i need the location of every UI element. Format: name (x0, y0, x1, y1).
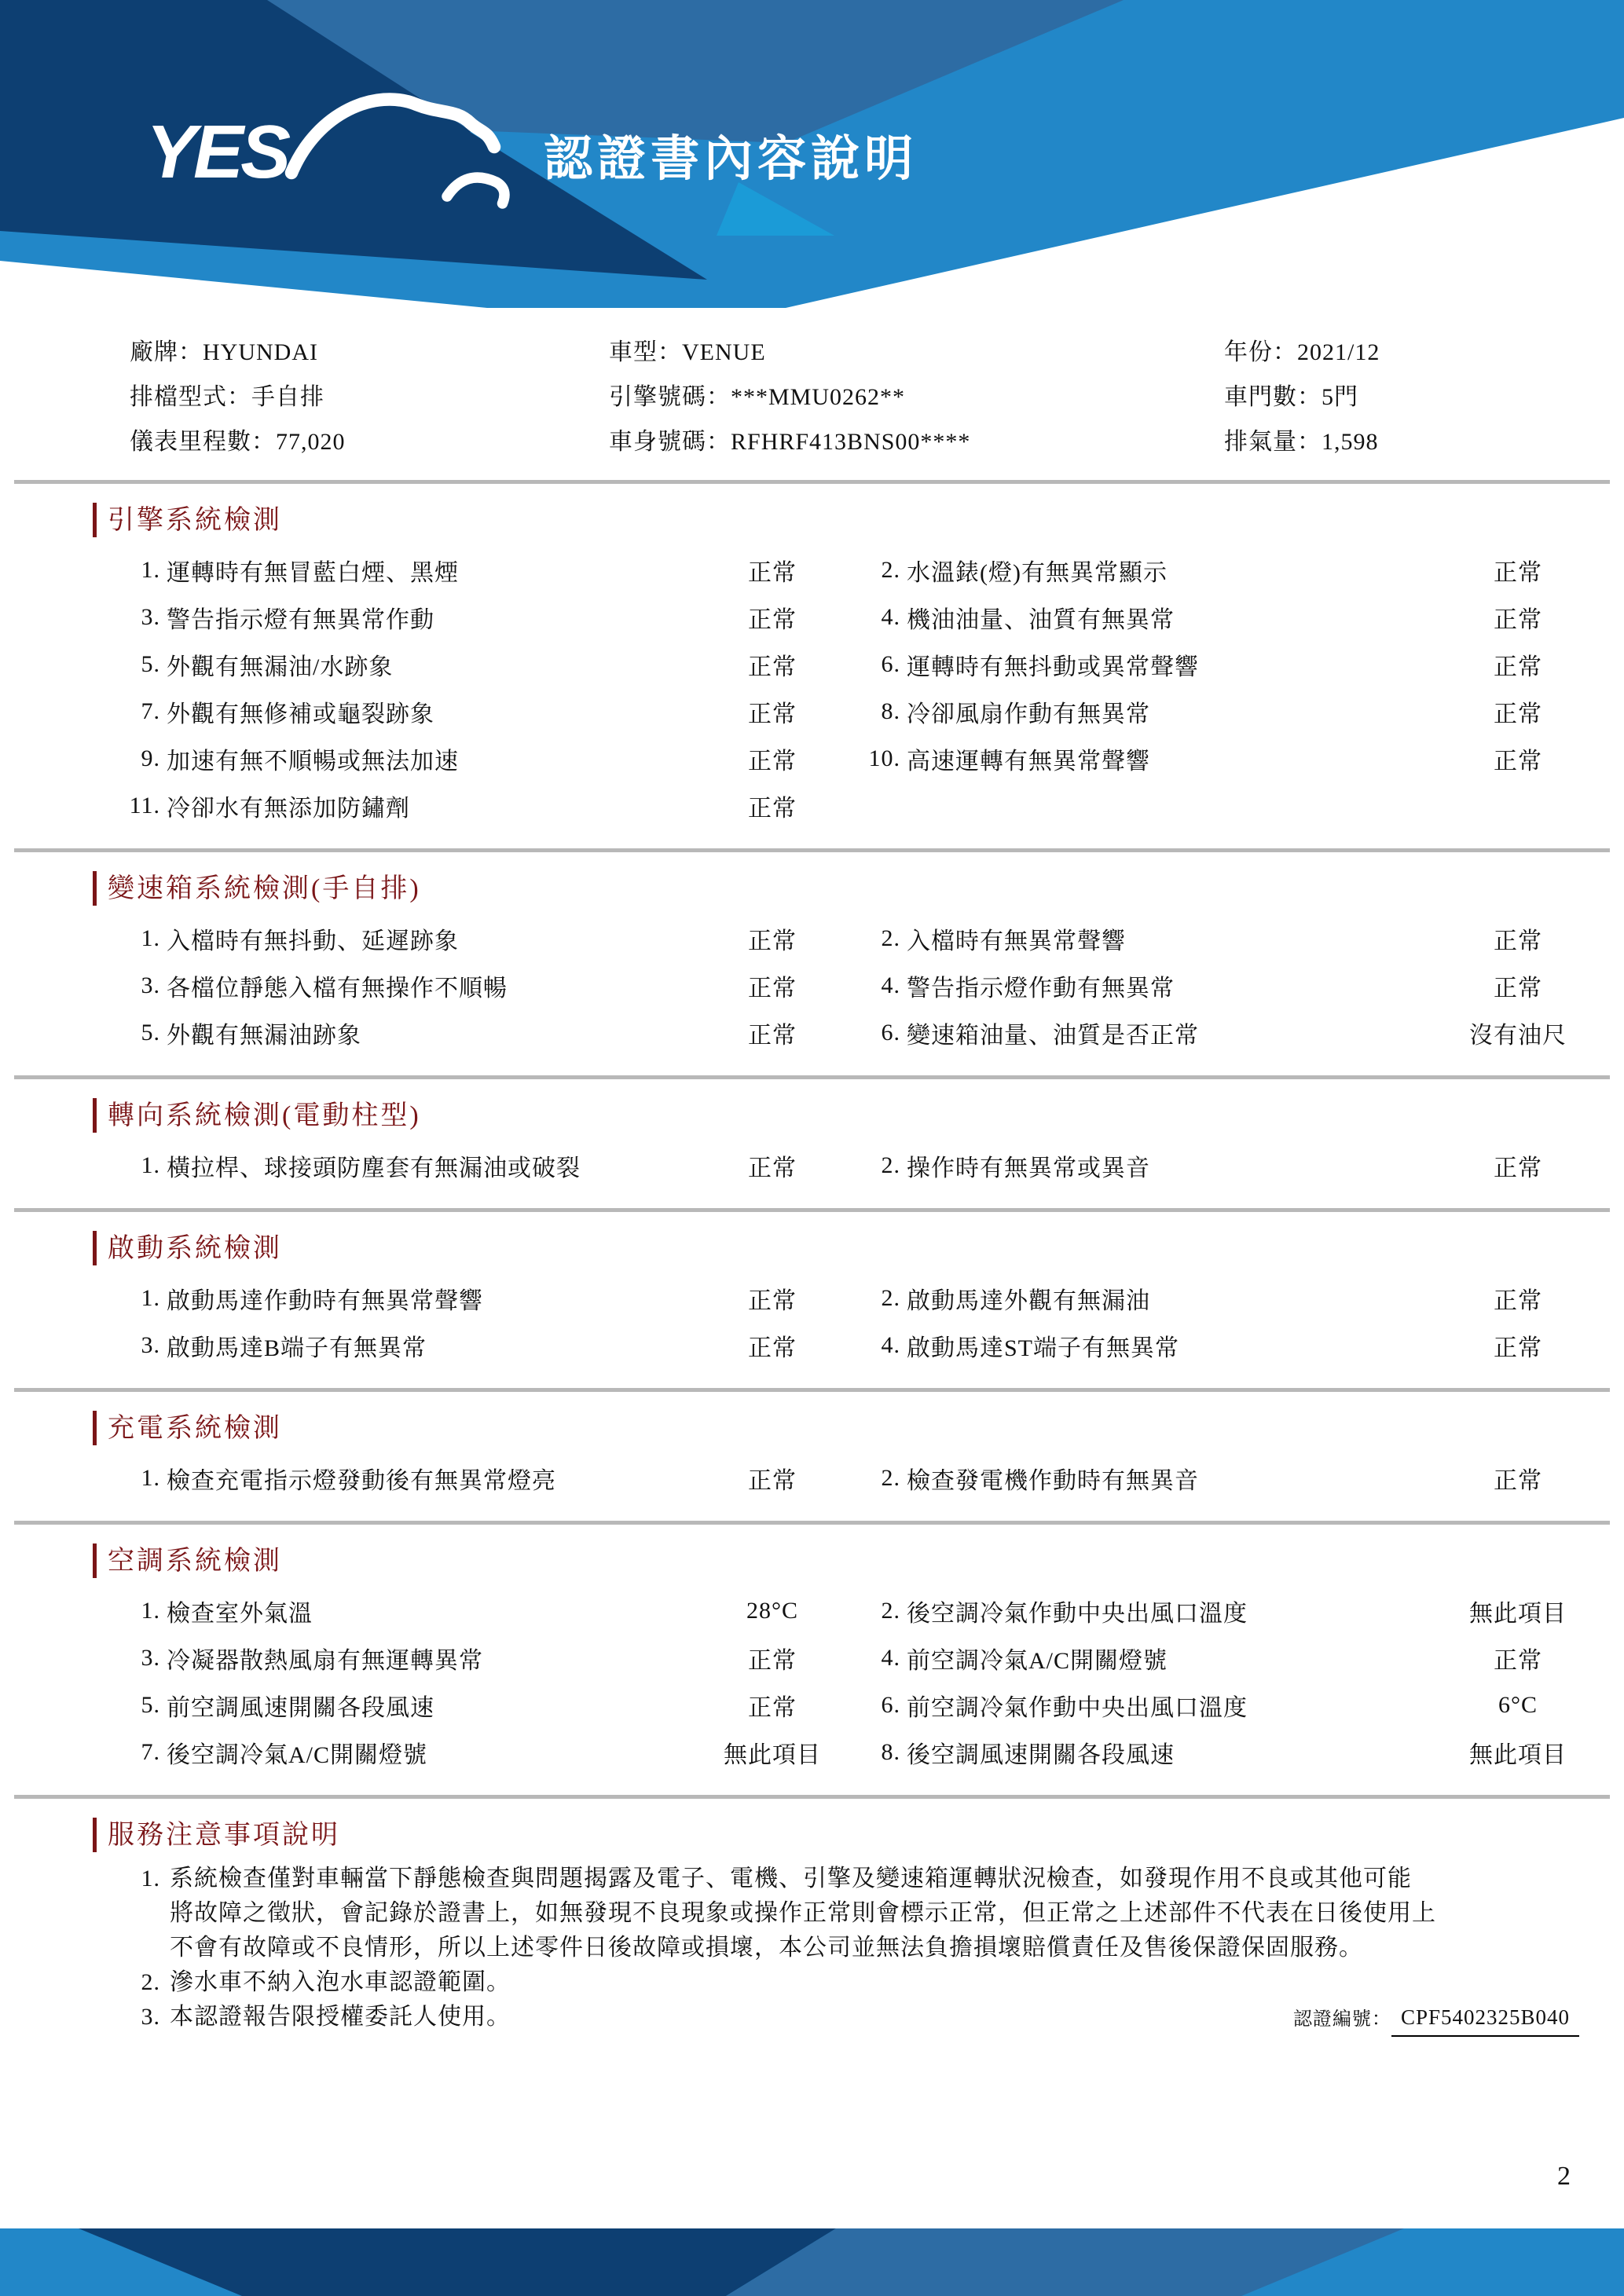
item-result: 正常 (748, 796, 797, 822)
item-label: 入檔時有無異常聲響 (907, 928, 1126, 954)
info-label: 引擎號碼： (609, 383, 731, 410)
info-cell (1224, 377, 1579, 412)
separator (14, 1208, 1610, 1212)
inspection-row (94, 1635, 1579, 1682)
note-row (94, 2000, 1579, 2037)
item-label: 後空調冷氣A/C開關燈號 (167, 1742, 428, 1768)
item-result: 正常 (748, 1155, 797, 1181)
item-number: 2. (881, 1285, 900, 1311)
item-result: 無此項目 (724, 1742, 821, 1768)
separator (14, 1795, 1610, 1799)
car-logo-icon (284, 79, 520, 220)
item-number: 4. (881, 1645, 900, 1671)
info-cell (1224, 422, 1579, 456)
inspection-row (94, 1322, 1579, 1369)
item-label: 後空調風速開關各段風速 (907, 1742, 1175, 1768)
item-result: 正常 (1494, 928, 1542, 954)
info-cell (1224, 332, 1579, 367)
inspection-row (94, 547, 1579, 594)
item-label: 警告指示燈有無異常作動 (167, 607, 434, 633)
info-cell (130, 332, 609, 367)
item-result: 無此項目 (1469, 1742, 1567, 1768)
item-result: 正常 (748, 560, 797, 586)
inspection-row (94, 1275, 1579, 1322)
separator (14, 848, 1610, 852)
note-row (94, 1965, 1579, 2000)
item-number: 2. (881, 1152, 900, 1178)
item-label: 前空調冷氣作動中央出風口溫度 (907, 1695, 1248, 1721)
item-result: 正常 (1494, 560, 1542, 586)
item-number: 5. (141, 651, 160, 677)
item-result: 6°C (1498, 1692, 1538, 1718)
note-text-line: 系統檢查僅對車輛當下靜態檢查與問題揭露及電子、電機、引擎及變速箱運轉狀況檢查，如發現作用不良或其他可能 (170, 1866, 1412, 1891)
info-value: VENUE (682, 339, 766, 365)
item-number: 1. (141, 557, 160, 583)
item-number: 11. (129, 793, 160, 818)
header-banner (0, 0, 1624, 311)
item-label: 外觀有無修補或龜裂跡象 (167, 701, 434, 727)
note-text (160, 1965, 511, 2000)
note-text-line: 本認證報告限授權委託人使用。 (170, 2004, 511, 2030)
item-number: 9. (141, 745, 160, 771)
item-label: 啟動馬達B端子有無異常 (167, 1335, 427, 1361)
item-label: 高速運轉有無異常聲響 (907, 749, 1150, 774)
header-brand-row (146, 85, 918, 220)
info-label: 年份： (1224, 339, 1297, 365)
inspection-row (94, 1455, 1579, 1502)
item-label: 啟動馬達外觀有無漏油 (907, 1288, 1150, 1314)
yes-logo-text: YES (146, 110, 288, 194)
item-number: 5. (141, 1692, 160, 1718)
item-number: 1. (141, 1465, 160, 1491)
item-result: 正常 (748, 1648, 797, 1674)
cert-label: 認證編號： (1292, 2009, 1391, 2030)
item-number: 1. (141, 1285, 160, 1311)
item-label: 警告指示燈作動有無異常 (907, 976, 1175, 1002)
note-number: 2. (141, 1969, 160, 1995)
item-result: 正常 (1494, 701, 1542, 727)
info-label: 車身號碼： (609, 428, 731, 455)
vehicle-info-block (130, 327, 1579, 461)
item-label: 變速箱油量、油質是否正常 (907, 1023, 1199, 1049)
inspection-row (94, 1587, 1579, 1635)
page-number: 2 (1557, 2162, 1571, 2191)
item-label: 檢查充電指示燈發動後有無異常燈亮 (167, 1468, 556, 1494)
info-cell (609, 377, 1224, 412)
info-value: HYUNDAI (203, 339, 318, 365)
item-result: 28°C (746, 1598, 798, 1624)
certificate-number (1293, 2000, 1579, 2037)
item-number: 6. (881, 1020, 900, 1045)
document-title: 認證書內容說明 (544, 131, 918, 186)
item-result: 正常 (748, 607, 797, 633)
inspection-row (94, 594, 1579, 641)
separator (14, 1075, 1610, 1079)
item-result: 正常 (748, 749, 797, 774)
item-result: 無此項目 (1469, 1601, 1567, 1627)
item-result: 正常 (1494, 749, 1542, 774)
item-label: 後空調冷氣作動中央出風口溫度 (907, 1601, 1248, 1627)
inspection-sections (0, 503, 1624, 1799)
item-number: 4. (881, 972, 900, 998)
item-number: 2. (881, 1465, 900, 1491)
item-label: 外觀有無漏油跡象 (167, 1023, 361, 1049)
separator (14, 1521, 1610, 1525)
info-row (130, 327, 1579, 372)
item-label: 操作時有無異常或異音 (907, 1155, 1150, 1181)
item-number: 3. (141, 972, 160, 998)
item-number: 1. (141, 1598, 160, 1624)
item-number: 7. (141, 1739, 160, 1765)
info-value: 2021/12 (1297, 339, 1380, 365)
item-number: 6. (881, 1692, 900, 1718)
item-result: 正常 (1494, 1648, 1542, 1674)
item-label: 檢查發電機作動時有無異音 (907, 1468, 1199, 1494)
item-result: 正常 (748, 976, 797, 1002)
item-number: 4. (881, 604, 900, 630)
item-result: 正常 (748, 1288, 797, 1314)
item-result: 正常 (1494, 1155, 1542, 1181)
item-result: 正常 (748, 928, 797, 954)
note-row (94, 1862, 1579, 1965)
info-value: RFHRF413BNS00**** (731, 428, 971, 455)
info-value: 手自排 (251, 383, 324, 410)
item-number: 4. (881, 1332, 900, 1358)
item-number: 2. (881, 925, 900, 951)
item-label: 入檔時有無抖動、延遲跡象 (167, 928, 459, 954)
info-value: 5門 (1322, 383, 1358, 410)
separator (14, 480, 1610, 484)
section-title: 變速箱系統檢測(手自排) (93, 871, 1579, 906)
note-text-line: 不會有故障或不良情形，所以上述零件日後故障或損壞，本公司並無法負擔損壞賠償責任及售後保證保固服務。 (170, 1935, 1363, 1961)
item-label: 加速有無不順暢或無法加速 (167, 749, 459, 774)
service-notes-block (0, 1862, 1624, 2037)
item-result: 正常 (1494, 654, 1542, 680)
info-cell (609, 332, 1224, 367)
note-text (160, 1862, 1436, 1965)
item-label: 冷卻水有無添加防鏽劑 (167, 796, 410, 822)
note-number: 1. (141, 1866, 160, 1891)
info-row (130, 416, 1579, 461)
item-result: 正常 (1494, 976, 1542, 1002)
info-label: 排氣量： (1224, 428, 1322, 455)
info-label: 車門數： (1224, 383, 1322, 410)
inspection-row (94, 1009, 1579, 1056)
info-label: 廠牌： (130, 339, 203, 365)
item-result: 正常 (1494, 1288, 1542, 1314)
item-label: 前空調冷氣A/C開關燈號 (907, 1648, 1168, 1674)
item-label: 啟動馬達ST端子有無異常 (907, 1335, 1180, 1361)
item-result: 正常 (1494, 1335, 1542, 1361)
item-label: 冷凝器散熱風扇有無運轉異常 (167, 1648, 483, 1674)
info-value: ***MMU0262** (731, 383, 906, 410)
item-result: 正常 (1494, 607, 1542, 633)
section-title: 充電系統檢測 (93, 1411, 1579, 1445)
item-result: 正常 (748, 1695, 797, 1721)
footer-banner (0, 2228, 1624, 2296)
note-text-line: 滲水車不納入泡水車認證範圍。 (170, 1969, 511, 1995)
note-text-line: 將故障之徵狀，會記錄於證書上，如無發現不良現象或操作正常則會標示正常，但正常之上述部件不代表在日後使用上 (170, 1900, 1436, 1926)
item-label: 運轉時有無冒藍白煙、黑煙 (167, 560, 459, 586)
inspection-row (94, 915, 1579, 962)
item-number: 10. (868, 745, 900, 771)
info-value: 77,020 (276, 428, 346, 455)
info-row (130, 372, 1579, 416)
item-number: 6. (881, 651, 900, 677)
item-number: 7. (141, 698, 160, 724)
info-label: 儀表里程數： (130, 428, 276, 455)
note-number: 3. (141, 2004, 160, 2030)
item-label: 運轉時有無抖動或異常聲響 (907, 654, 1199, 680)
item-result: 沒有油尺 (1469, 1023, 1567, 1049)
inspection-row (94, 688, 1579, 735)
item-number: 3. (141, 1332, 160, 1358)
item-number: 8. (881, 698, 900, 724)
item-result: 正常 (748, 654, 797, 680)
info-cell (130, 377, 609, 412)
info-label: 車型： (609, 339, 682, 365)
info-label: 排檔型式： (130, 383, 251, 410)
inspection-row (94, 735, 1579, 782)
section-title: 啟動系統檢測 (93, 1231, 1579, 1265)
inspection-row (94, 1682, 1579, 1729)
info-cell (609, 422, 1224, 456)
item-number: 8. (881, 1739, 900, 1765)
item-label: 前空調風速開關各段風速 (167, 1695, 434, 1721)
separator (14, 1388, 1610, 1392)
inspection-row (94, 641, 1579, 688)
item-number: 1. (141, 925, 160, 951)
cert-value: CPF5402325B040 (1391, 2000, 1579, 2037)
item-label: 水溫錶(燈)有無異常顯示 (907, 560, 1168, 586)
section-title: 服務注意事項說明 (93, 1818, 1579, 1852)
item-label: 各檔位靜態入檔有無操作不順暢 (167, 976, 508, 1002)
item-label: 機油油量、油質有無異常 (907, 607, 1175, 633)
item-number: 3. (141, 1645, 160, 1671)
item-number: 2. (881, 557, 900, 583)
item-result: 正常 (1494, 1468, 1542, 1494)
item-label: 檢查室外氣溫 (167, 1601, 313, 1627)
info-value: 1,598 (1322, 428, 1379, 455)
item-number: 3. (141, 604, 160, 630)
item-result: 正常 (748, 701, 797, 727)
item-result: 正常 (748, 1023, 797, 1049)
footer-banner-shapes (0, 2228, 1624, 2296)
item-number: 5. (141, 1020, 160, 1045)
inspection-row (94, 1142, 1579, 1189)
item-label: 啟動馬達作動時有無異常聲響 (167, 1288, 483, 1314)
note-text (160, 2000, 511, 2037)
item-label: 橫拉桿、球接頭防塵套有無漏油或破裂 (167, 1155, 581, 1181)
inspection-row (94, 1729, 1579, 1776)
item-number: 2. (881, 1598, 900, 1624)
section-title: 空調系統檢測 (93, 1543, 1579, 1578)
item-result: 正常 (748, 1468, 797, 1494)
section-title: 轉向系統檢測(電動柱型) (93, 1098, 1579, 1133)
inspection-row (94, 782, 1579, 829)
item-label: 外觀有無漏油/水跡象 (167, 654, 394, 680)
content-area (0, 314, 1624, 2037)
inspection-row (94, 962, 1579, 1009)
section-title: 引擎系統檢測 (93, 503, 1579, 537)
info-cell (130, 422, 609, 456)
item-label: 冷卻風扇作動有無異常 (907, 701, 1150, 727)
item-number: 1. (141, 1152, 160, 1178)
item-result: 正常 (748, 1335, 797, 1361)
